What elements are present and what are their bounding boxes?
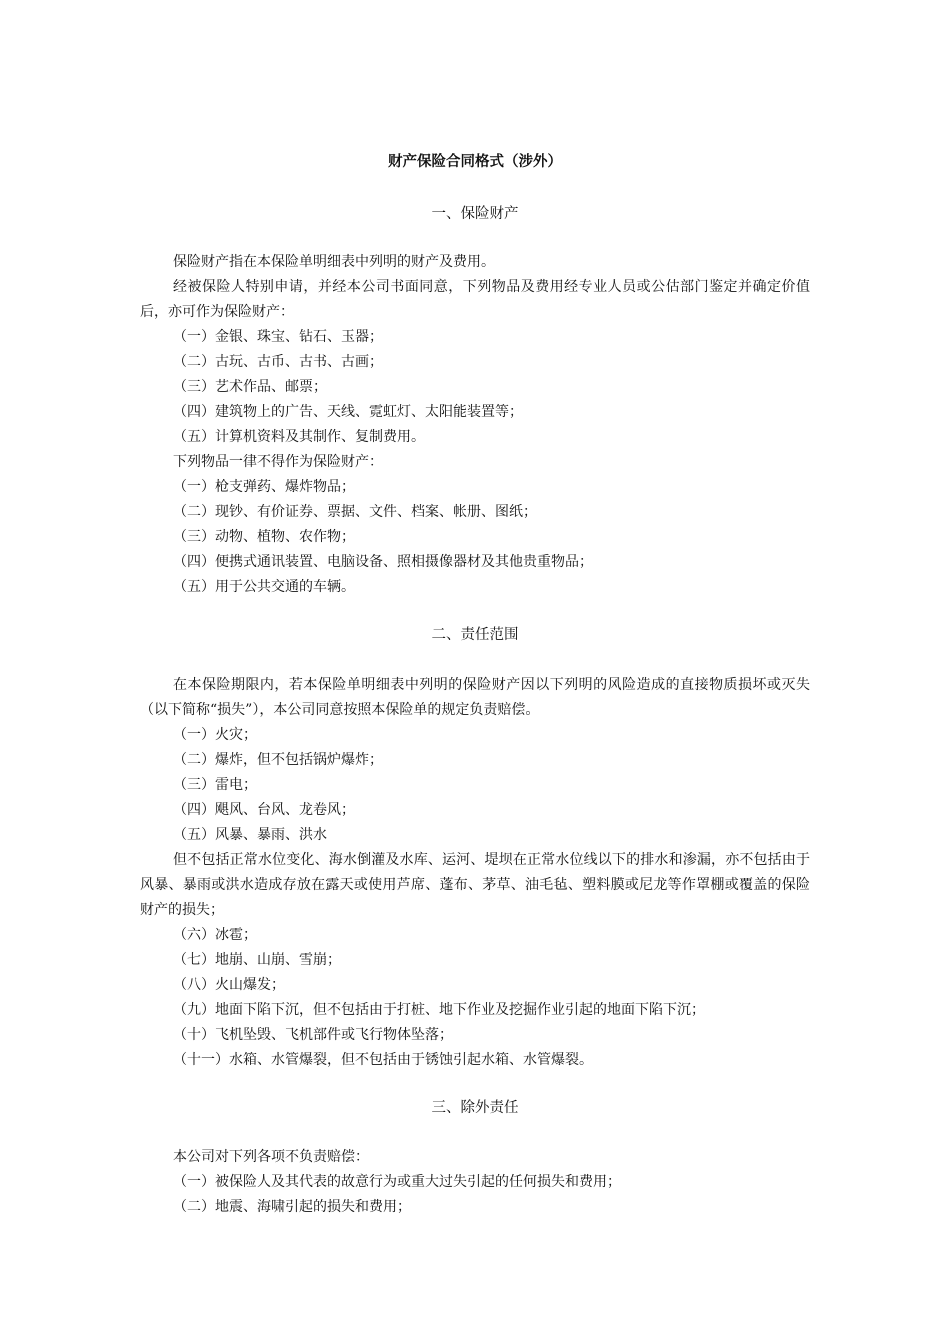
section-heading-3: 三、除外责任 [431, 1100, 519, 1116]
list-item: （三）雷电； [173, 777, 257, 793]
list-item: （三）动物、植物、农作物； [173, 529, 355, 545]
list-item: （五）计算机资料及其制作、复制费用。 [173, 429, 425, 445]
paragraph: 下列物品一律不得作为保险财产： [173, 454, 383, 470]
list-item: （二）爆炸，但不包括锅炉爆炸； [173, 752, 383, 768]
section-body-1 [140, 250, 810, 600]
paragraph: 在本保险期限内，若本保险单明细表中列明的保险财产因以下列明的风险造成的直接物质损坏或灭失（以下简称“损失”），本公司同意按照本保险单的规定负责赔偿。 [140, 677, 810, 718]
document-title: 财产保险合同格式（涉外） [388, 153, 562, 170]
list-item: （二）地震、海啸引起的损失和费用； [173, 1199, 411, 1215]
list-item: （二）古玩、古币、古书、古画； [173, 354, 383, 370]
list-item: （十）飞机坠毁、飞机部件或飞行物体坠落； [173, 1027, 453, 1043]
list-item: （八）火山爆发； [173, 977, 285, 993]
list-item: （三）艺术作品、邮票； [173, 379, 327, 395]
section-body-2 [140, 673, 810, 1073]
paragraph: 保险财产指在本保险单明细表中列明的财产及费用。 [173, 254, 495, 270]
list-item: （一）火灾； [173, 727, 257, 743]
list-item: （五）风暴、暴雨、洪水 [173, 827, 327, 843]
list-item: （一）金银、珠宝、钻石、玉器； [173, 329, 383, 345]
list-item: （六）冰雹； [173, 927, 257, 943]
list-item: （四）建筑物上的广告、天线、霓虹灯、太阳能装置等； [173, 404, 523, 420]
section-heading-1: 一、保险财产 [431, 206, 519, 222]
section-heading-2: 二、责任范围 [431, 627, 519, 643]
list-item: （一）被保险人及其代表的故意行为或重大过失引起的任何损失和费用； [173, 1174, 621, 1190]
list-item: （四）便携式通讯装置、电脑设备、照相摄像器材及其他贵重物品； [173, 554, 593, 570]
list-item: （七）地崩、山崩、雪崩； [173, 952, 341, 968]
paragraph: 本公司对下列各项不负责赔偿： [173, 1149, 369, 1165]
list-item: （二）现钞、有价证券、票据、文件、档案、帐册、图纸； [173, 504, 537, 520]
list-item: （五）用于公共交通的车辆。 [173, 579, 355, 595]
list-item: （九）地面下陷下沉，但不包括由于打桩、地下作业及挖掘作业引起的地面下陷下沉； [173, 1002, 705, 1018]
list-item: （一）枪支弹药、爆炸物品； [173, 479, 355, 495]
list-item: （十一）水箱、水管爆裂，但不包括由于锈蚀引起水箱、水管爆裂。 [173, 1052, 593, 1068]
paragraph: 但不包括正常水位变化、海水倒灌及水库、运河、堤坝在正常水位线以下的排水和渗漏，亦不包括由于风暴、暴雨或洪水造成存放在露天或使用芦席、蓬布、茅草、油毛毡、塑料膜或尼龙等作罩棚或覆盖的保险财产的损失； [140, 852, 810, 918]
paragraph: 经被保险人特别申请，并经本公司书面同意，下列物品及费用经专业人员或公估部门鉴定并确定价值后，亦可作为保险财产： [140, 279, 810, 320]
section-body-3 [140, 1145, 810, 1220]
list-item: （四）飓风、台风、龙卷风； [173, 802, 355, 818]
